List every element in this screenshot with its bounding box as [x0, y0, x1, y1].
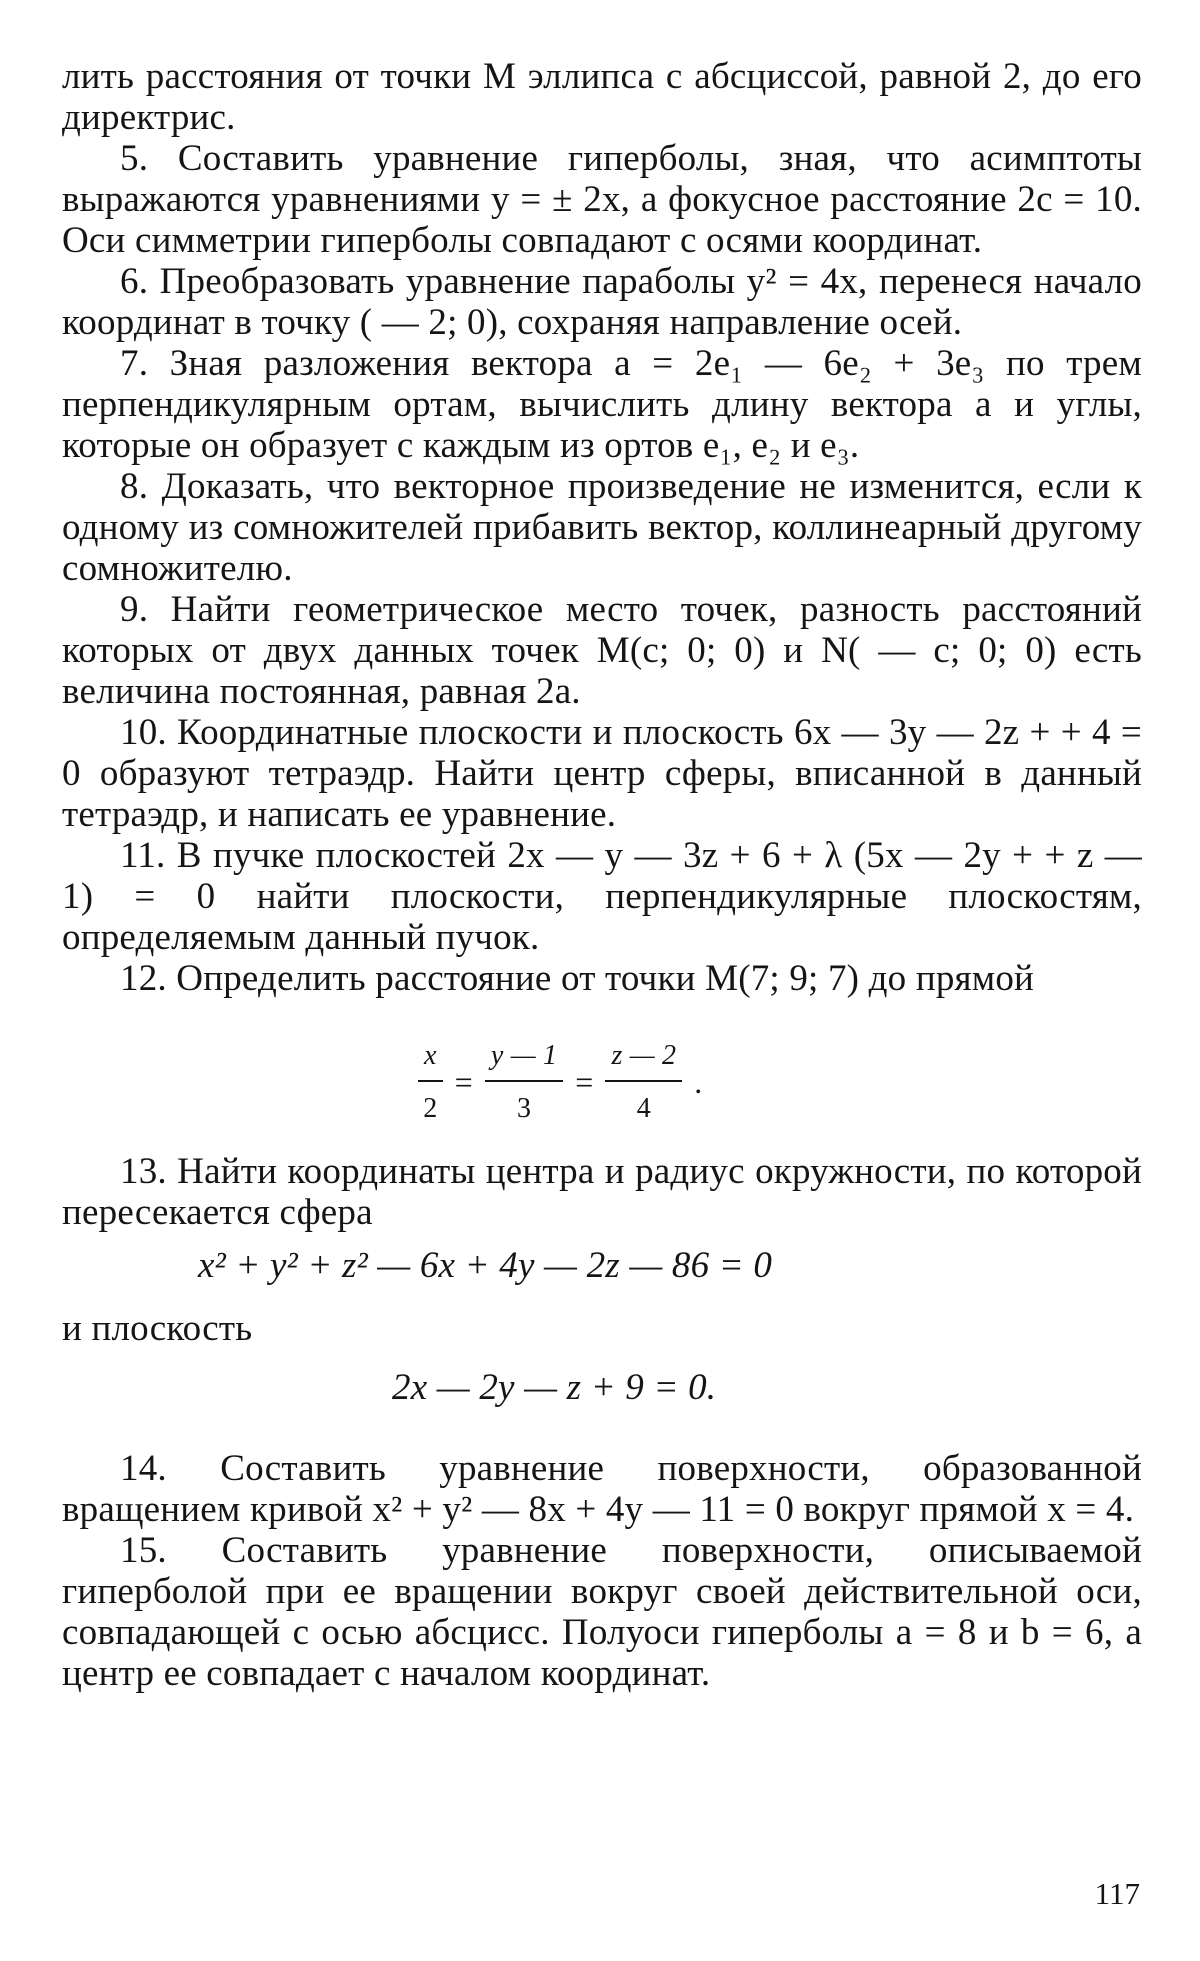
problem-13: 13. Найти координаты центра и радиус окружности, по которой пересекается сфера: [62, 1151, 1142, 1233]
fraction-y: [485, 1035, 563, 1129]
textbook-page: [62, 56, 1142, 1694]
problem-11: 11. В пучке плоскостей 2x — y — 3z + 6 + λ (5x — 2y + + z — 1) = 0 найти плоскости, перпендикулярные плоскостям, определяемым данный пучок.: [62, 835, 1142, 958]
fraction-y-numerator: y — 1: [485, 1035, 563, 1082]
problem-7: 7. Зная разложения вектора a = 2e₁ — 6e₂ + 3e₃ по трем перпендикулярным ортам, вычислить длину вектора a и углы, которые он образует с каждым из ортов e₁, e₂ и e₃.: [62, 343, 1142, 466]
formula-row: [412, 1035, 708, 1129]
problem-6: 6. Преобразовать уравнение параболы y² = 4x, перенеся начало координат в точку ( — 2; 0), сохраняя направление осей.: [62, 261, 1142, 343]
page-number: 117: [1094, 1876, 1140, 1911]
problem-13-connector: и плоскость: [62, 1308, 253, 1349]
sphere-equation: x² + y² + z² — 6x + 4y — 2z — 86 = 0: [198, 1245, 773, 1286]
equals-sign: =: [454, 1063, 473, 1100]
formula-period: .: [694, 1063, 703, 1100]
problem-12: 12. Определить расстояние от точки M(7; 9; 7) до прямой: [120, 958, 1035, 999]
fraction-x: [418, 1035, 443, 1129]
intro-paragraph: лить расстояния от точки M эллипса с абсциссой, равной 2, до его директрис.: [62, 56, 1142, 138]
problem-10: 10. Координатные плоскости и плоскость 6x — 3y — 2z + + 4 = 0 образуют тетраэдр. Найти центр сферы, вписанной в данный тетраэдр, и написать ее уравнение.: [62, 712, 1142, 835]
plane-equation: 2x — 2y — z + 9 = 0.: [392, 1367, 717, 1408]
fraction-x-numerator: x: [418, 1035, 443, 1082]
problem-5: 5. Составить уравнение гиперболы, зная, что асимптоты выражаются уравнениями y = ± 2x, а фокусное расстояние 2c = 10. Оси симметрии гиперболы совпадают с осями координат.: [62, 138, 1142, 261]
fraction-y-denominator: 3: [516, 1093, 532, 1124]
fraction-x-denominator: 2: [423, 1093, 438, 1124]
fraction-z-denominator: 4: [636, 1093, 651, 1124]
fraction-z: [605, 1035, 682, 1129]
fraction-z-numerator: z — 2: [605, 1035, 682, 1082]
problem-9: 9. Найти геометрическое место точек, разность расстояний которых от двух данных точек M(c; 0; 0) и N( — c; 0; 0) есть величина постоянная, равная 2a.: [62, 589, 1142, 712]
problem-8: 8. Доказать, что векторное произведение не изменится, если к одному из сомножителей прибавить вектор, коллинеарный другому сомножителю.: [62, 466, 1142, 589]
problem-15: 15. Составить уравнение поверхности, описываемой гиперболой при ее вращении вокруг своей действительной оси, совпадающей с осью абсцисс. Полуоси гиперболы a = 8 и b = 6, а центр ее совпадает с началом координат.: [62, 1530, 1142, 1694]
line-equation-formula: [62, 1035, 1142, 1124]
problem-14: 14. Составить уравнение поверхности, образованной вращением кривой x² + y² — 8x + 4y — 11 = 0 вокруг прямой x = 4.: [62, 1448, 1142, 1530]
equals-sign: =: [575, 1063, 594, 1100]
